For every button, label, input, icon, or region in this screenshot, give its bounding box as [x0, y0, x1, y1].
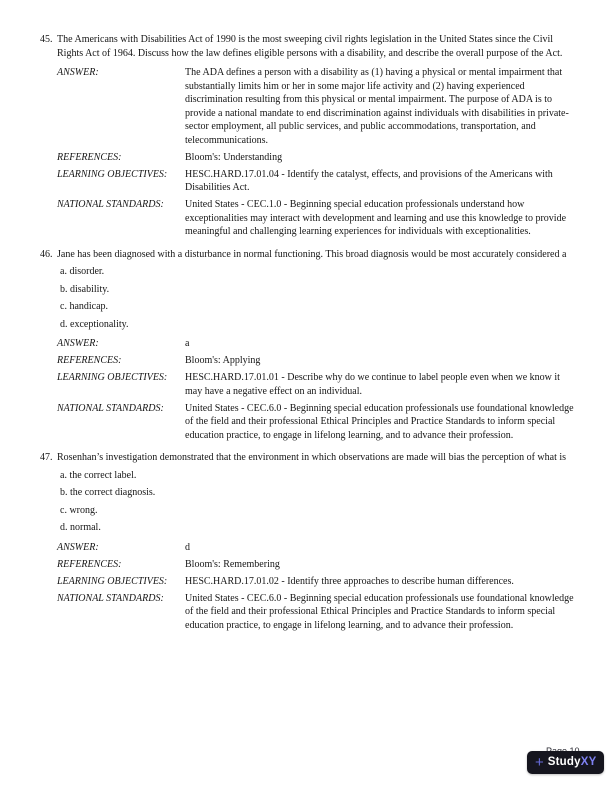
- question-text: Jane has been diagnosed with a disturbance in normal functioning. This broad diagnosis would be most accurately considered a: [57, 248, 567, 260]
- learning-objectives-value: HESC.HARD.17.01.04 - Identify the catalyst, effects, and provisions of the Americans with Disabilities Act.: [185, 168, 553, 193]
- option-d: d. exceptionality.: [60, 318, 129, 330]
- references-row: [57, 354, 575, 368]
- question-47: [40, 451, 575, 632]
- answer-value: d: [185, 541, 190, 553]
- brand-name: [548, 757, 597, 769]
- option-b: b. disability.: [60, 283, 110, 295]
- answer-row: [57, 66, 575, 147]
- option-c: c. handicap.: [60, 301, 109, 312]
- learning-objectives-row: [57, 371, 575, 398]
- question-body: [57, 248, 575, 443]
- option-b: b. the correct diagnosis.: [60, 487, 156, 498]
- references-row: [57, 558, 575, 572]
- answer-label: ANSWER:: [57, 338, 99, 349]
- national-standards-row: [57, 402, 575, 443]
- references-value: Bloom's: Understanding: [185, 151, 283, 163]
- national-standards-row: [57, 198, 575, 239]
- brand-name-study: Study: [547, 755, 581, 768]
- option-c: c. wrong.: [60, 504, 98, 516]
- national-standards-label: NATIONAL STANDARDS:: [57, 199, 164, 210]
- document-page: [40, 33, 575, 641]
- national-standards-value: United States - CEC.6.0 - Beginning special education professionals use foundational knowledge of the field and their professional Ethical Principles and Practice Standards to inform special education practice, to engage in lifelong learning, and to advance their profession.: [185, 592, 574, 631]
- question-46: [40, 248, 575, 443]
- studyxy-badge[interactable]: [527, 751, 604, 774]
- question-text: Rosenhan’s investigation demonstrated that the environment in which observations are made will bias the perception of what is: [57, 452, 567, 463]
- question-number: 46.: [40, 248, 53, 260]
- references-row: [57, 151, 575, 165]
- option-a: a. the correct label.: [60, 469, 137, 481]
- learning-objectives-value: HESC.HARD.17.01.01 - Describe why do we continue to label people even when we know it may have a negative effect on an individual.: [185, 372, 560, 397]
- learning-objectives-label: LEARNING OBJECTIVES:: [57, 575, 168, 587]
- learning-objectives-row: [57, 168, 575, 195]
- national-standards-label: NATIONAL STANDARDS:: [57, 402, 164, 414]
- references-value: Bloom's: Remembering: [185, 558, 280, 570]
- national-standards-value: United States - CEC.6.0 - Beginning special education professionals use foundational knowledge of the field and their professional Ethical Principles and Practice Standards to inform special education practice, to engage in lifelong learning, and to advance their profession.: [185, 402, 574, 441]
- answer-label: ANSWER:: [57, 67, 99, 78]
- answer-label: ANSWER:: [57, 541, 99, 553]
- answer-row: [57, 541, 575, 555]
- question-number: 45.: [40, 34, 53, 45]
- national-standards-row: [57, 592, 575, 633]
- option-a: a. disorder.: [60, 266, 105, 277]
- answer-row: [57, 337, 575, 351]
- answer-options: [57, 469, 575, 535]
- question-meta: [57, 66, 575, 239]
- references-label: REFERENCES:: [57, 151, 122, 163]
- learning-objectives-row: [57, 575, 575, 589]
- option-d: d. normal.: [60, 522, 101, 533]
- national-standards-label: NATIONAL STANDARDS:: [57, 592, 164, 604]
- question-45: [40, 33, 575, 239]
- references-value: Bloom's: Applying: [185, 355, 261, 366]
- question-meta: [57, 541, 575, 633]
- learning-objectives-label: LEARNING OBJECTIVES:: [57, 168, 168, 180]
- plus-icon: +: [535, 754, 544, 771]
- national-standards-value: United States - CEC.1.0 - Beginning special education professionals understand how exceptionalities may interact with development and learning and use this knowledge to provide meaningful and challenging learning experiences for individuals with exceptionalities.: [185, 199, 567, 237]
- answer-value: a: [185, 338, 190, 349]
- answer-value: The ADA defines a person with a disability as (1) having a physical or mental impairment that substantially limits him or her in some major life activity and (2) having experienced discrimination resulting from this physical or mental impairment. The purpose of ADA is to provide a national mandate to end discrimination against individuals with disabilities in private-sector employment, all public services, and public accommodations, transportation, and telecommunications.: [185, 67, 569, 146]
- learning-objectives-label: LEARNING OBJECTIVES:: [57, 372, 168, 383]
- question-text: The Americans with Disabilities Act of 1990 is the most sweeping civil rights legislation in the United States since the Civil Rights Act of 1964. Discuss how the law defines eligible persons with a disability, and describe the overall purpose of the Act.: [57, 34, 563, 59]
- references-label: REFERENCES:: [57, 355, 122, 366]
- question-meta: [57, 337, 575, 442]
- question-body: [57, 33, 575, 239]
- question-number: 47.: [40, 452, 53, 463]
- answer-options: [57, 265, 575, 331]
- brand-name-xy: XY: [580, 755, 597, 768]
- question-body: [57, 451, 575, 632]
- learning-objectives-value: HESC.HARD.17.01.02 - Identify three approaches to describe human differences.: [185, 575, 514, 587]
- references-label: REFERENCES:: [57, 558, 122, 570]
